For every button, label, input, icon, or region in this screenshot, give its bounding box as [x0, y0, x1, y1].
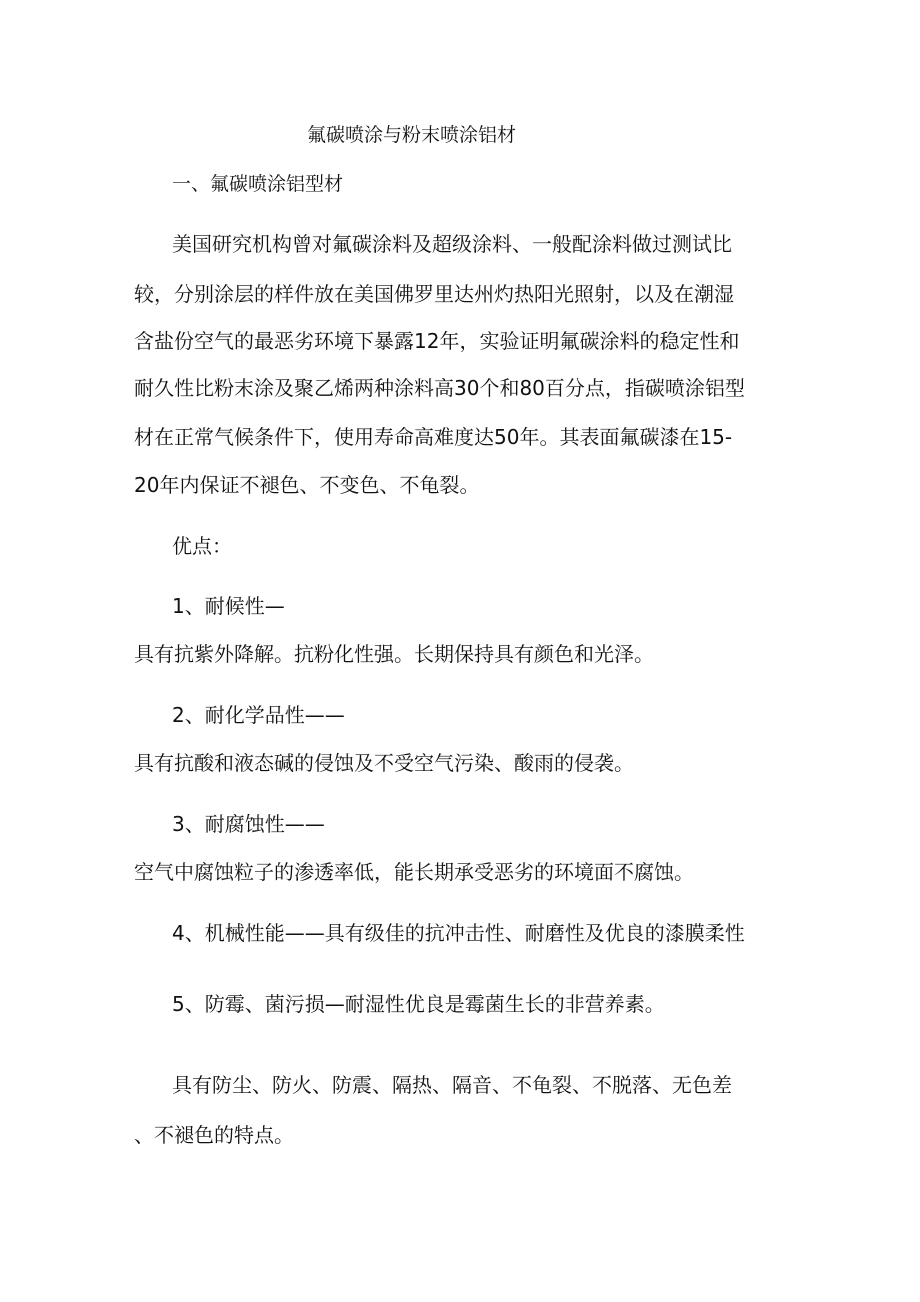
item-heading: 3、耐腐蚀性——	[172, 812, 325, 836]
document-title: 氟碳喷涂与粉末喷涂铝材	[307, 124, 517, 146]
intro-line: 耐久性比粉末涂及聚乙烯两种涂料高30个和80百分点，指碳喷涂铝型	[134, 376, 745, 400]
intro-line: 20年内保证不褪色、不变色、不龟裂。	[134, 473, 480, 497]
item-heading: 1、耐候性—	[172, 594, 285, 618]
section-heading: 一、氟碳喷涂铝型材	[172, 173, 344, 195]
intro-line: 材在正常气候条件下，使用寿命高难度达50年。其表面氟碳漆在15-	[134, 425, 733, 449]
item-4-line: 4、机械性能——具有级佳的抗冲击性、耐磨性及优良的漆膜柔性	[172, 921, 745, 945]
advantages-label: 优点：	[172, 534, 232, 558]
item-5-line: 5、防霉、菌污损—耐湿性优良是霉菌生长的非营养素。	[172, 992, 665, 1016]
item-description: 具有抗酸和液态碱的侵蚀及不受空气污染、酸雨的侵袭。	[134, 751, 634, 775]
intro-line: 美国研究机构曾对氟碳涂料及超级涂料、一般配涂料做过测试比	[172, 232, 732, 256]
closing-line: 具有防尘、防火、防震、隔热、隔音、不龟裂、不脱落、无色差	[172, 1073, 732, 1097]
intro-line: 含盐份空气的最恶劣环境下暴露12年，实验证明氟碳涂料的稳定性和	[134, 329, 740, 353]
closing-line: 、不褪色的特点。	[134, 1123, 294, 1147]
item-description: 具有抗紫外降解。抗粉化性强。长期保持具有颜色和光泽。	[134, 642, 654, 666]
item-heading: 2、耐化学品性——	[172, 703, 345, 727]
item-description: 空气中腐蚀粒子的渗透率低，能长期承受恶劣的环境面不腐蚀。	[134, 860, 694, 884]
intro-line: 较，分别涂层的样件放在美国佛罗里达州灼热阳光照射，以及在潮湿	[134, 282, 734, 306]
